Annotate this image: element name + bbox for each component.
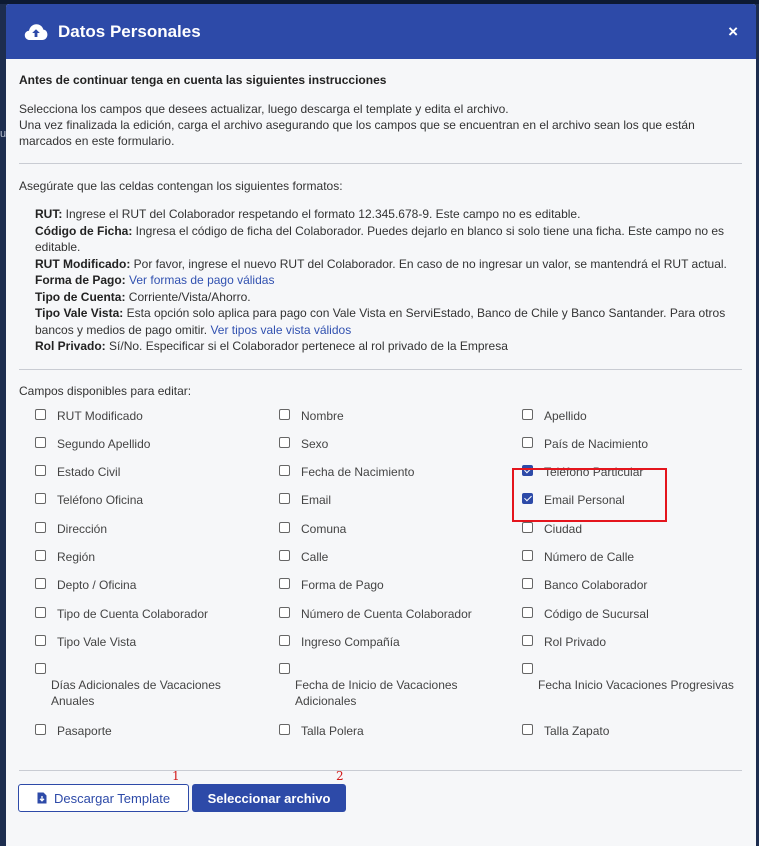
field-option[interactable] bbox=[35, 464, 120, 480]
field-option[interactable] bbox=[279, 577, 384, 593]
field-label: RUT Modificado bbox=[57, 408, 143, 423]
field-checkbox[interactable] bbox=[522, 724, 533, 735]
field-checkbox[interactable] bbox=[522, 522, 533, 533]
select-file-button[interactable]: Seleccionar archivo bbox=[192, 784, 346, 812]
field-option[interactable] bbox=[35, 634, 136, 650]
backdrop-text: u bbox=[0, 128, 7, 140]
field-label: Depto / Oficina bbox=[57, 577, 137, 592]
field-checkbox[interactable] bbox=[35, 437, 46, 448]
datos-personales-modal bbox=[6, 4, 756, 846]
field-label: Estado Civil bbox=[57, 464, 121, 479]
modal-title: Datos Personales bbox=[58, 21, 201, 41]
field-checkbox[interactable] bbox=[35, 409, 46, 420]
field-label: Fecha de Nacimiento bbox=[301, 464, 415, 479]
modal-header bbox=[6, 4, 756, 59]
vale-vista-link[interactable]: Ver tipos vale vista válidos bbox=[210, 322, 352, 337]
field-option[interactable] bbox=[279, 521, 346, 537]
format-label: Rol Privado: bbox=[35, 339, 106, 353]
field-option[interactable] bbox=[35, 577, 136, 593]
field-label: Teléfono Particular bbox=[544, 464, 644, 479]
selection-highlight bbox=[512, 468, 667, 522]
field-option[interactable] bbox=[522, 723, 609, 739]
field-checkbox[interactable] bbox=[279, 607, 290, 618]
field-label bbox=[538, 677, 734, 693]
field-label: Número de Calle bbox=[544, 549, 635, 564]
format-rut bbox=[35, 206, 742, 223]
field-checkbox[interactable] bbox=[279, 465, 290, 476]
fields-grid bbox=[19, 408, 742, 782]
field-checkbox[interactable] bbox=[279, 578, 290, 589]
field-label: Forma de Pago bbox=[301, 577, 384, 592]
format-codigo bbox=[35, 223, 742, 240]
field-option[interactable] bbox=[522, 634, 606, 650]
field-option[interactable] bbox=[279, 662, 509, 708]
field-label-line: Días Adicionales de Vacaciones bbox=[51, 677, 221, 692]
field-option[interactable] bbox=[522, 521, 582, 537]
field-option[interactable] bbox=[35, 549, 95, 565]
field-option[interactable] bbox=[35, 606, 208, 622]
field-label bbox=[51, 677, 221, 709]
field-label: Tipo de Cuenta Colaborador bbox=[57, 606, 208, 621]
field-label: Email bbox=[301, 492, 332, 507]
field-option[interactable] bbox=[522, 606, 649, 622]
field-checkbox[interactable] bbox=[279, 522, 290, 533]
field-label: Dirección bbox=[57, 521, 108, 536]
field-label: Email Personal bbox=[544, 492, 625, 507]
field-label: Ingreso Compañía bbox=[301, 634, 400, 649]
format-text: Corriente/Vista/Ahorro. bbox=[125, 289, 251, 304]
field-option[interactable] bbox=[522, 436, 648, 452]
field-checkbox[interactable] bbox=[35, 550, 46, 561]
field-checkbox[interactable] bbox=[279, 663, 290, 674]
format-vale-vista-cont bbox=[35, 322, 742, 339]
field-checkbox[interactable] bbox=[35, 663, 46, 674]
field-option[interactable] bbox=[522, 549, 634, 565]
fields-intro: Campos disponibles para editar: bbox=[19, 383, 192, 398]
format-text: bancos y medios de pago omitir. bbox=[35, 322, 208, 337]
field-option[interactable] bbox=[279, 408, 344, 424]
field-option[interactable] bbox=[522, 408, 587, 424]
field-checkbox[interactable] bbox=[522, 663, 533, 674]
field-checkbox[interactable] bbox=[522, 550, 533, 561]
field-checkbox[interactable] bbox=[279, 409, 290, 420]
divider bbox=[19, 369, 742, 370]
field-checkbox[interactable] bbox=[35, 578, 46, 589]
field-label: Rol Privado bbox=[544, 634, 607, 649]
format-label: RUT: bbox=[35, 207, 63, 221]
field-checkbox[interactable] bbox=[522, 578, 533, 589]
instructions-text bbox=[19, 101, 742, 149]
field-label: Nombre bbox=[301, 408, 344, 423]
formas-pago-link[interactable]: Ver formas de pago válidas bbox=[129, 273, 275, 287]
field-option[interactable] bbox=[279, 606, 472, 622]
instructions-line: Una vez finalizada la edición, carga el archivo asegurando que los campos que se encuentran en el archivo sean los que están bbox=[19, 118, 695, 132]
field-checkbox[interactable] bbox=[35, 522, 46, 533]
format-text: Sí/No. Especificar si el Colaborador pertenece al rol privado de la Empresa bbox=[105, 339, 508, 353]
footer-divider bbox=[19, 770, 742, 771]
field-option[interactable] bbox=[35, 436, 150, 452]
field-label: Calle bbox=[301, 549, 329, 564]
format-codigo-cont: editable. bbox=[35, 240, 81, 254]
field-option[interactable] bbox=[35, 723, 112, 739]
format-label: Forma de Pago: bbox=[35, 273, 126, 287]
format-tipo-cuenta bbox=[35, 289, 742, 306]
field-label-line: Fecha Inicio Vacaciones Progresivas bbox=[538, 677, 734, 692]
field-label: Pasaporte bbox=[57, 723, 112, 738]
format-text: Por favor, ingrese el nuevo RUT del Colaborador. En caso de no ingresar un valor, se mantendrá el RUT actual. bbox=[130, 256, 727, 271]
field-checkbox[interactable] bbox=[522, 437, 533, 448]
field-label: Número de Cuenta Colaborador bbox=[301, 606, 472, 621]
field-label: Código de Sucursal bbox=[544, 606, 649, 621]
field-label: País de Nacimiento bbox=[544, 436, 649, 451]
format-text: Esta opción solo aplica para pago con Vale Vista en ServiEstado, Banco de Chile y Banco Santander. Para otros bbox=[123, 306, 726, 320]
field-option[interactable] bbox=[522, 577, 647, 593]
close-button[interactable]: × bbox=[728, 22, 738, 41]
format-text: Ingrese el RUT del Colaborador respetando el formato 12.345.678-9. Este campo no es editable. bbox=[62, 207, 581, 221]
field-label: Teléfono Oficina bbox=[57, 492, 144, 507]
format-rut-modificado bbox=[35, 256, 742, 273]
format-text: Ingresa el código de ficha del Colaborador. Puedes dejarlo en blanco si solo tiene una ficha. Este campo no es bbox=[132, 223, 725, 238]
field-option[interactable] bbox=[279, 634, 400, 650]
instructions-heading: Antes de continuar tenga en cuenta las siguientes instrucciones bbox=[19, 73, 387, 87]
field-option[interactable] bbox=[35, 662, 265, 708]
field-label: Talla Zapato bbox=[544, 723, 610, 738]
format-forma-pago bbox=[35, 272, 742, 289]
field-checkbox[interactable] bbox=[522, 409, 533, 420]
field-label: Banco Colaborador bbox=[544, 577, 648, 592]
field-label bbox=[295, 677, 458, 709]
format-vale-vista bbox=[35, 305, 742, 322]
field-checkbox[interactable] bbox=[279, 437, 290, 448]
instructions-line: Selecciona los campos que desees actualizar, luego descarga el template y edita el archivo. bbox=[19, 102, 509, 116]
field-checkbox[interactable] bbox=[279, 724, 290, 735]
annotation-marker-1: 1 bbox=[172, 769, 180, 783]
field-option[interactable] bbox=[279, 492, 331, 508]
instructions-line: marcados en este formulario. bbox=[19, 134, 175, 148]
field-label-line: Anuales bbox=[51, 693, 95, 708]
field-option[interactable] bbox=[279, 549, 328, 565]
field-label-line: Adicionales bbox=[295, 693, 357, 708]
field-option[interactable] bbox=[522, 662, 752, 692]
field-label: Ciudad bbox=[544, 521, 583, 536]
file-download-icon bbox=[37, 792, 47, 804]
field-checkbox[interactable] bbox=[35, 724, 46, 735]
field-label: Tipo Vale Vista bbox=[57, 634, 137, 649]
field-label: Región bbox=[57, 549, 96, 564]
field-option[interactable] bbox=[279, 464, 414, 480]
download-template-button[interactable] bbox=[18, 784, 189, 812]
field-checkbox[interactable] bbox=[522, 607, 533, 618]
field-checkbox[interactable] bbox=[279, 493, 290, 504]
field-label: Talla Polera bbox=[301, 723, 364, 738]
field-checkbox[interactable] bbox=[279, 550, 290, 561]
field-label-line: Fecha de Inicio de Vacaciones bbox=[295, 677, 458, 692]
download-template-label: Descargar Template bbox=[53, 790, 171, 806]
format-list bbox=[19, 206, 742, 355]
divider bbox=[19, 163, 742, 164]
format-label: Tipo de Cuenta: bbox=[35, 289, 126, 304]
field-option[interactable] bbox=[279, 436, 328, 452]
format-label: Tipo Vale Vista: bbox=[35, 306, 124, 320]
field-label: Comuna bbox=[301, 521, 347, 536]
modal-body bbox=[6, 59, 756, 782]
field-checkbox[interactable] bbox=[35, 465, 46, 476]
field-label: Apellido bbox=[544, 408, 587, 423]
field-option[interactable] bbox=[279, 723, 364, 739]
field-option[interactable] bbox=[35, 492, 143, 508]
field-checkbox[interactable] bbox=[35, 607, 46, 618]
field-option[interactable] bbox=[35, 408, 143, 424]
format-label: Código de Ficha: bbox=[35, 223, 133, 238]
field-label: Segundo Apellido bbox=[57, 436, 151, 451]
field-checkbox[interactable] bbox=[522, 635, 533, 646]
cloud-upload-icon bbox=[24, 23, 48, 41]
field-label: Sexo bbox=[301, 436, 329, 451]
field-checkbox[interactable] bbox=[35, 635, 46, 646]
field-option[interactable] bbox=[35, 521, 107, 537]
formats-intro: Asegúrate que las celdas contengan los siguientes formatos: bbox=[19, 179, 343, 193]
annotation-marker-2: 2 bbox=[336, 769, 344, 783]
field-checkbox[interactable] bbox=[35, 493, 46, 504]
field-checkbox[interactable] bbox=[279, 635, 290, 646]
format-label: RUT Modificado: bbox=[35, 256, 131, 271]
format-rol-privado bbox=[35, 338, 742, 355]
